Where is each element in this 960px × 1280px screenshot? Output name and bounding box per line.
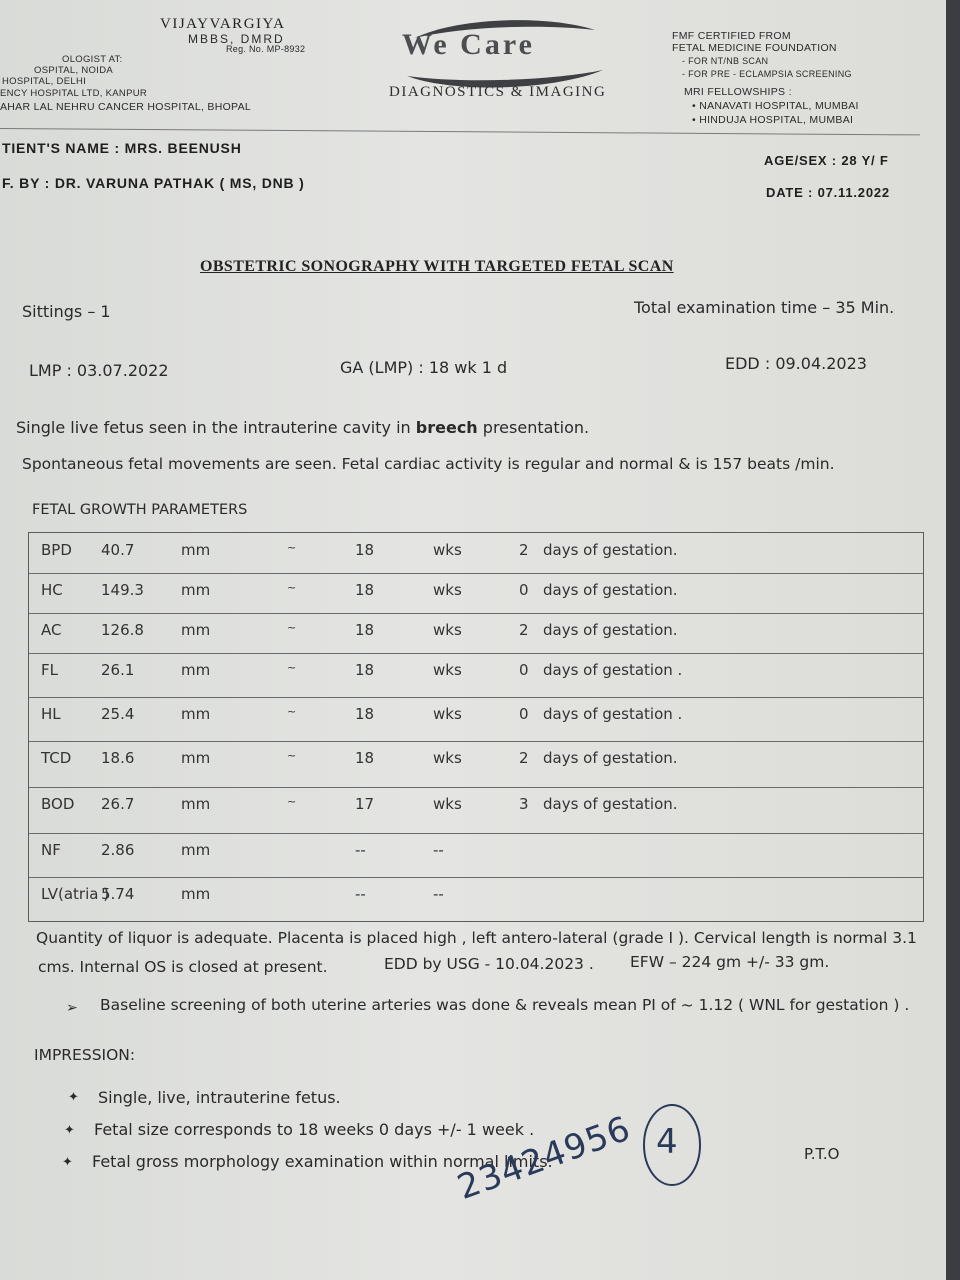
table-row (29, 877, 923, 921)
fellowship-title: MRI FELLOWSHIPS : (684, 86, 792, 98)
cell-wks: wks (433, 749, 462, 767)
table-row (29, 833, 923, 878)
gestational-age: GA (LMP) : 18 wk 1 d (340, 358, 508, 377)
presentation-text: Single live fetus seen in the intrauterine cavity in (16, 418, 411, 437)
cell-unit: mm (181, 541, 211, 559)
internal-os: cms. Internal OS is closed at present. (38, 958, 328, 976)
presentation-line (16, 418, 589, 437)
cell-days-text: days of gestation . (543, 661, 683, 679)
efw: EFW – 224 gm +/- 33 gm. (630, 953, 830, 971)
fellowship-item: • NANAVATI HOSPITAL, MUMBAI (692, 100, 859, 112)
cell-approx: ~ (287, 581, 297, 594)
lmp: LMP : 03.07.2022 (29, 361, 169, 380)
experience-line: AHAR LAL NEHRU CANCER HOSPITAL, BHOPAL (0, 101, 252, 113)
cell-wks: wks (433, 795, 462, 813)
impression-title: IMPRESSION: (34, 1046, 136, 1064)
experience-line: HOSPITAL, DELHI (2, 76, 87, 87)
cell-name: AC (41, 621, 62, 639)
doctor-name: VIJAYVARGIYA (160, 16, 286, 32)
logo-text: We Care (402, 28, 535, 61)
impression-item: Fetal size corresponds to 18 weeks 0 days +/- 1 week . (94, 1120, 535, 1139)
table-row (29, 613, 923, 654)
impression-item: Single, live, intrauterine fetus. (98, 1088, 341, 1107)
bullet-icon: ✦ (62, 1155, 73, 1170)
cell-name: LV(atria ) (41, 885, 110, 903)
sittings: Sittings – 1 (22, 302, 111, 321)
cell-weeks: 18 (355, 541, 375, 559)
cell-unit: mm (181, 661, 211, 679)
patient-name: TIENT'S NAME : MRS. BEENUSH (2, 140, 242, 156)
cell-wks: wks (433, 661, 462, 679)
cell-name: NF (41, 841, 61, 859)
cell-wks: -- (433, 885, 444, 903)
cell-value: 149.3 (101, 581, 144, 599)
cell-weeks: -- (355, 841, 366, 859)
table-row (29, 533, 923, 574)
cell-name: BPD (41, 541, 72, 559)
handwritten-number: 23424956 (452, 1108, 637, 1208)
cardiac-activity: Spontaneous fetal movements are seen. Fetal cardiac activity is regular and normal & is 157 beats /min. (22, 455, 835, 473)
cell-name: HC (41, 581, 63, 599)
cell-value: 126.8 (101, 621, 144, 639)
fmf-line: - FOR NT/NB SCAN (682, 56, 769, 66)
bullet-icon: ✦ (64, 1123, 75, 1138)
cell-unit: mm (181, 885, 211, 903)
cell-days-text: days of gestation. (543, 541, 678, 559)
cell-value: 18.6 (101, 749, 135, 767)
cell-days-text: days of gestation . (543, 705, 683, 723)
cell-weeks: 17 (355, 795, 375, 813)
fmf-line: - FOR PRE - ECLAMPSIA SCREENING (682, 69, 852, 79)
cell-approx: ~ (287, 705, 297, 718)
cell-value: 26.1 (101, 661, 135, 679)
cell-unit: mm (181, 621, 211, 639)
cell-days-text: days of gestation. (543, 795, 678, 813)
cell-approx: ~ (287, 795, 297, 808)
cell-wks: wks (433, 541, 462, 559)
edd-usg: EDD by USG - 10.04.2023 . (384, 955, 594, 973)
cell-days: 0 (519, 661, 529, 679)
cell-weeks: 18 (355, 621, 375, 639)
doctor-degrees: MBBS, DMRD (188, 32, 285, 46)
table-row (29, 787, 923, 834)
cell-approx: ~ (287, 621, 297, 634)
cell-approx: ~ (287, 541, 297, 554)
cell-unit: mm (181, 749, 211, 767)
cell-days: 0 (519, 581, 529, 599)
cell-unit: mm (181, 795, 211, 813)
table-row (29, 697, 923, 742)
presentation-type: breech (415, 418, 478, 437)
cell-wks: -- (433, 841, 444, 859)
cell-name: TCD (41, 749, 72, 767)
report-date: DATE : 07.11.2022 (766, 185, 890, 200)
cell-days-text: days of gestation. (543, 621, 678, 639)
baseline-screening: Baseline screening of both uterine arteries was done & reveals mean PI of ~ 1.12 ( WNL for gestation ) . (100, 996, 910, 1014)
cell-unit: mm (181, 705, 211, 723)
cell-name: FL (41, 661, 58, 679)
fellowship-label: HINDUJA HOSPITAL, MUMBAI (699, 114, 854, 126)
cell-days-text: days of gestation. (543, 749, 678, 767)
fmf-line: FETAL MEDICINE FOUNDATION (672, 42, 837, 54)
cell-days: 0 (519, 705, 529, 723)
cell-value: 5.74 (101, 885, 135, 903)
cell-days: 2 (519, 621, 529, 639)
arrow-icon: ➢ (66, 1000, 78, 1016)
cell-value: 40.7 (101, 541, 135, 559)
pto: P.T.O (804, 1145, 840, 1163)
exam-time: Total examination time – 35 Min. (634, 298, 895, 317)
cell-days: 2 (519, 749, 529, 767)
cell-days-text: days of gestation. (543, 581, 678, 599)
cell-name: BOD (41, 795, 75, 813)
fellowship-item: • HINDUJA HOSPITAL, MUMBAI (692, 114, 854, 126)
report-title: OBSTETRIC SONOGRAPHY WITH TARGETED FETAL SCAN (200, 258, 674, 275)
experience-line: ENCY HOSPITAL LTD, KANPUR (0, 88, 148, 99)
cell-weeks: -- (355, 885, 366, 903)
cell-weeks: 18 (355, 581, 375, 599)
fellowship-label: NANAVATI HOSPITAL, MUMBAI (699, 100, 859, 112)
cell-unit: mm (181, 841, 211, 859)
fetal-growth-table (28, 532, 924, 922)
cell-approx: ~ (287, 749, 297, 762)
experience-line: OLOGIST AT: (62, 54, 123, 65)
cell-name: HL (41, 705, 61, 723)
handwritten-circled: 4 (656, 1122, 678, 1162)
table-row (29, 573, 923, 614)
cell-days: 3 (519, 795, 529, 813)
cell-approx: ~ (287, 661, 297, 674)
age-sex: AGE/SEX : 28 Y/ F (764, 153, 889, 168)
cell-wks: wks (433, 705, 462, 723)
cell-value: 25.4 (101, 705, 135, 723)
cell-days: 2 (519, 541, 529, 559)
section-heading: FETAL GROWTH PARAMETERS (32, 502, 248, 518)
cell-value: 2.86 (101, 841, 135, 859)
logo-subtitle: DIAGNOSTICS & IMAGING (389, 84, 607, 100)
cell-unit: mm (181, 581, 211, 599)
edd: EDD : 09.04.2023 (725, 354, 867, 373)
header-divider (0, 128, 920, 135)
reg-no: Reg. No. MP-8932 (226, 44, 306, 54)
cell-weeks: 18 (355, 749, 375, 767)
cell-weeks: 18 (355, 705, 375, 723)
presentation-text-end: presentation. (482, 418, 590, 437)
impression-item: Fetal gross morphology examination within normal limits. (92, 1152, 553, 1171)
table-row (29, 741, 923, 788)
cell-weeks: 18 (355, 661, 375, 679)
table-row (29, 653, 923, 698)
cell-wks: wks (433, 621, 462, 639)
cell-wks: wks (433, 581, 462, 599)
bullet-icon: ✦ (68, 1090, 79, 1105)
fmf-line: FMF CERTIFIED FROM (672, 30, 791, 42)
cell-value: 26.7 (101, 795, 135, 813)
liquor-line: Quantity of liquor is adequate. Placenta is placed high , left antero-lateral (grade I ). Cervical length is normal 3.1 (36, 929, 917, 947)
referred-by: F. BY : DR. VARUNA PATHAK ( MS, DNB ) (2, 175, 305, 191)
experience-line: OSPITAL, NOIDA (34, 65, 113, 76)
